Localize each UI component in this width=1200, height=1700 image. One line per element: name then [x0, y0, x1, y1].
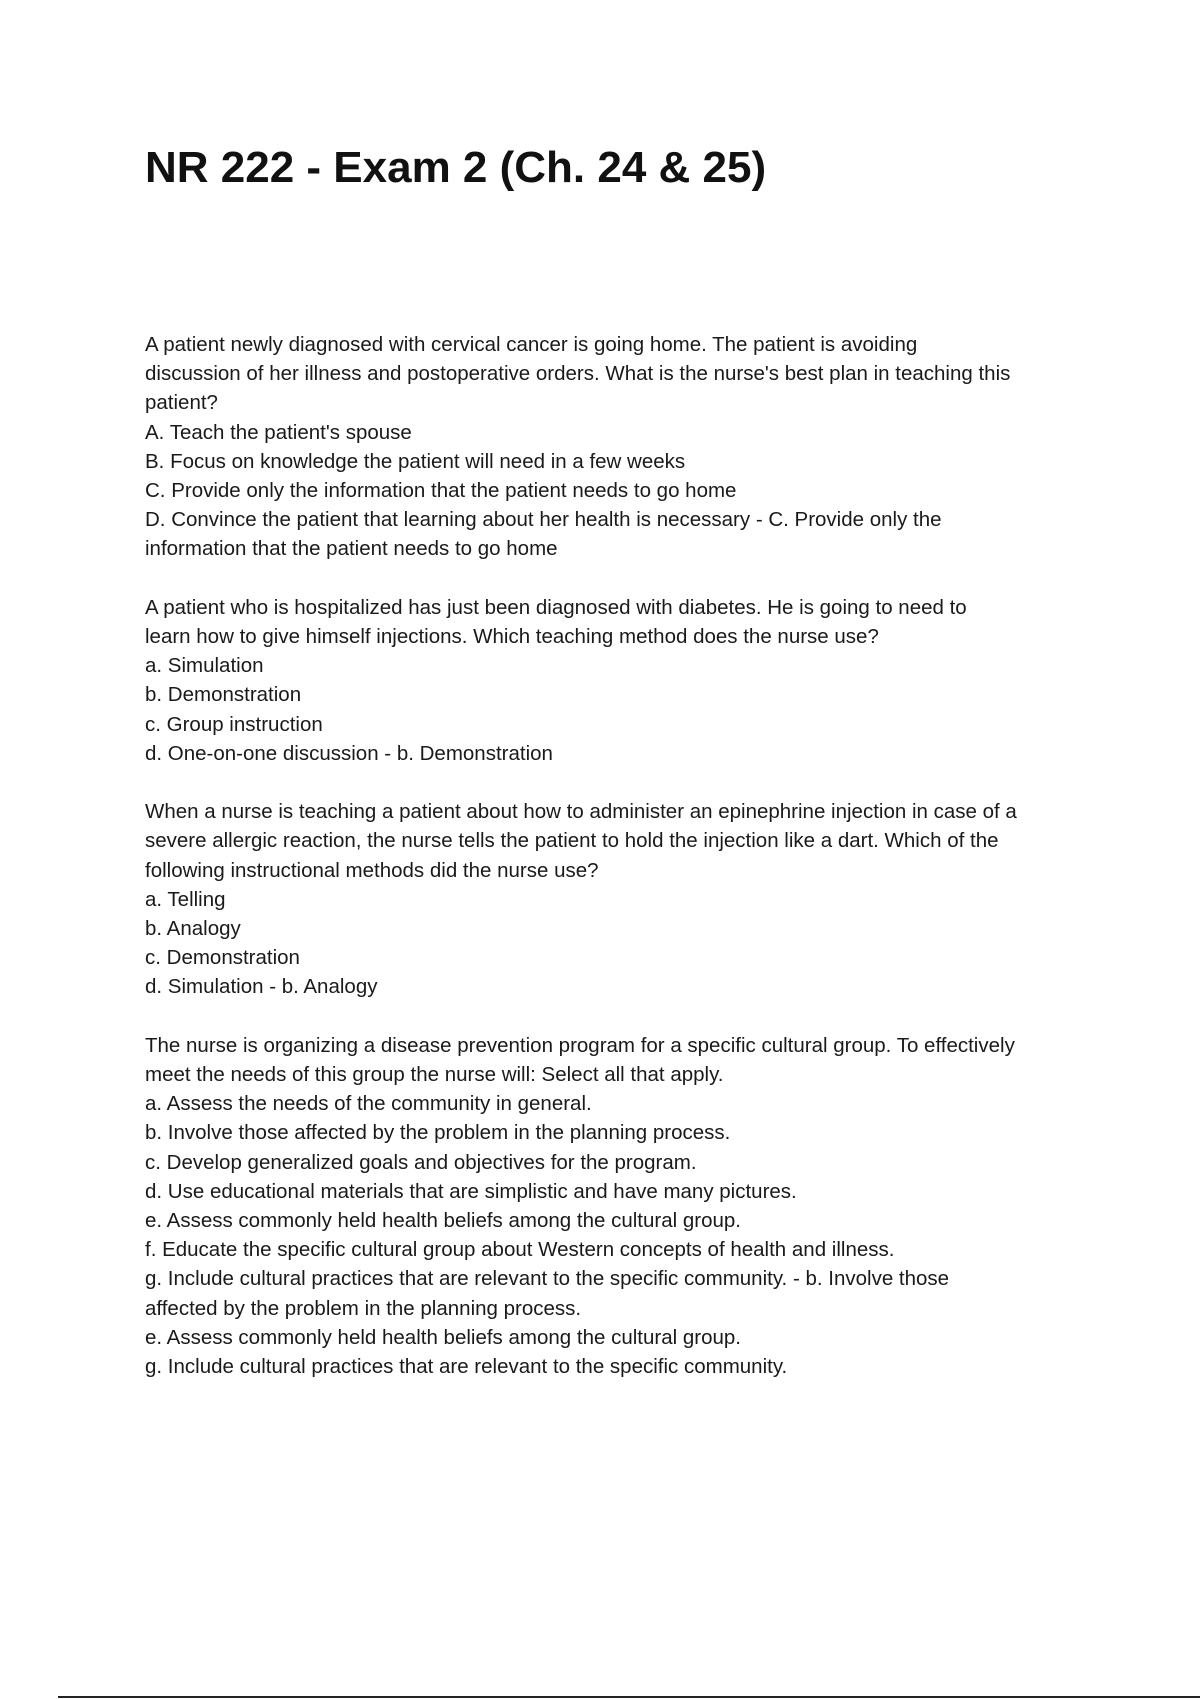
question-2-option-d-answer: d. One-on-one discussion - b. Demonstration: [145, 741, 553, 765]
question-3-option-a: a. Telling: [145, 887, 226, 911]
question-2-option-a: a. Simulation: [145, 654, 264, 678]
question-4-answer-line-1: affected by the problem in the planning process.: [145, 1296, 582, 1320]
question-4-option-b: b. Involve those affected by the problem in the planning process.: [145, 1121, 731, 1145]
footer-divider: [58, 1696, 1200, 1698]
question-4-option-c: c. Develop generalized goals and objectives for the program.: [145, 1150, 697, 1174]
question-1-line-3: patient?: [145, 391, 218, 415]
question-3-option-b: b. Analogy: [145, 917, 241, 941]
question-4-answer-line-3: g. Include cultural practices that are relevant to the specific community.: [145, 1355, 788, 1379]
question-1-line-2: discussion of her illness and postoperative orders. What is the nurse's best plan in teaching this: [145, 362, 1011, 386]
question-4-option-a: a. Assess the needs of the community in general.: [145, 1092, 592, 1116]
question-2-option-b: b. Demonstration: [145, 683, 302, 707]
question-1-answer-cont: information that the patient needs to go home: [145, 537, 558, 561]
question-block-2: [145, 593, 1095, 768]
question-4-option-g-answer: g. Include cultural practices that are relevant to the specific community. - b. Involve those: [145, 1267, 950, 1291]
question-2-line-1: A patient who is hospitalized has just been diagnosed with diabetes. He is going to need to: [145, 595, 967, 619]
question-4-option-d: d. Use educational materials that are simplistic and have many pictures.: [145, 1179, 797, 1203]
question-4-line-2: meet the needs of this group the nurse will: Select all that apply.: [145, 1063, 724, 1087]
question-3-option-d-answer: d. Simulation - b. Analogy: [145, 975, 378, 999]
question-3-line-2: severe allergic reaction, the nurse tells the patient to hold the injection like a dart. Which of the: [145, 829, 999, 853]
question-3-option-c: c. Demonstration: [145, 946, 300, 970]
question-block-4: [145, 1031, 1095, 1381]
question-1-option-c: C. Provide only the information that the patient needs to go home: [145, 479, 737, 503]
question-4-option-e: e. Assess commonly held health beliefs among the cultural group.: [145, 1209, 741, 1233]
question-3-line-3: following instructional methods did the nurse use?: [145, 858, 599, 882]
question-block-1: [145, 330, 1095, 564]
question-3-line-1: When a nurse is teaching a patient about how to administer an epinephrine injection in case of a: [145, 800, 1017, 824]
question-block-3: [145, 797, 1095, 1001]
questions-container: [145, 330, 1095, 1410]
question-4-line-1: The nurse is organizing a disease prevention program for a specific cultural group. To effectively: [145, 1033, 1015, 1057]
question-1-option-d-answer: D. Convince the patient that learning about her health is necessary - C. Provide only the: [145, 508, 942, 532]
question-2-line-2: learn how to give himself injections. Which teaching method does the nurse use?: [145, 625, 879, 649]
question-1-option-a: A. Teach the patient's spouse: [145, 420, 412, 444]
question-4-answer-line-2: e. Assess commonly held health beliefs among the cultural group.: [145, 1325, 741, 1349]
question-4-option-f: f. Educate the specific cultural group about Western concepts of health and illness.: [145, 1238, 895, 1262]
question-2-option-c: c. Group instruction: [145, 712, 323, 736]
question-1-line-1: A patient newly diagnosed with cervical cancer is going home. The patient is avoiding: [145, 333, 918, 356]
question-1-option-b: B. Focus on knowledge the patient will need in a few weeks: [145, 449, 686, 473]
page-title: NR 222 - Exam 2 (Ch. 24 & 25): [145, 143, 767, 192]
